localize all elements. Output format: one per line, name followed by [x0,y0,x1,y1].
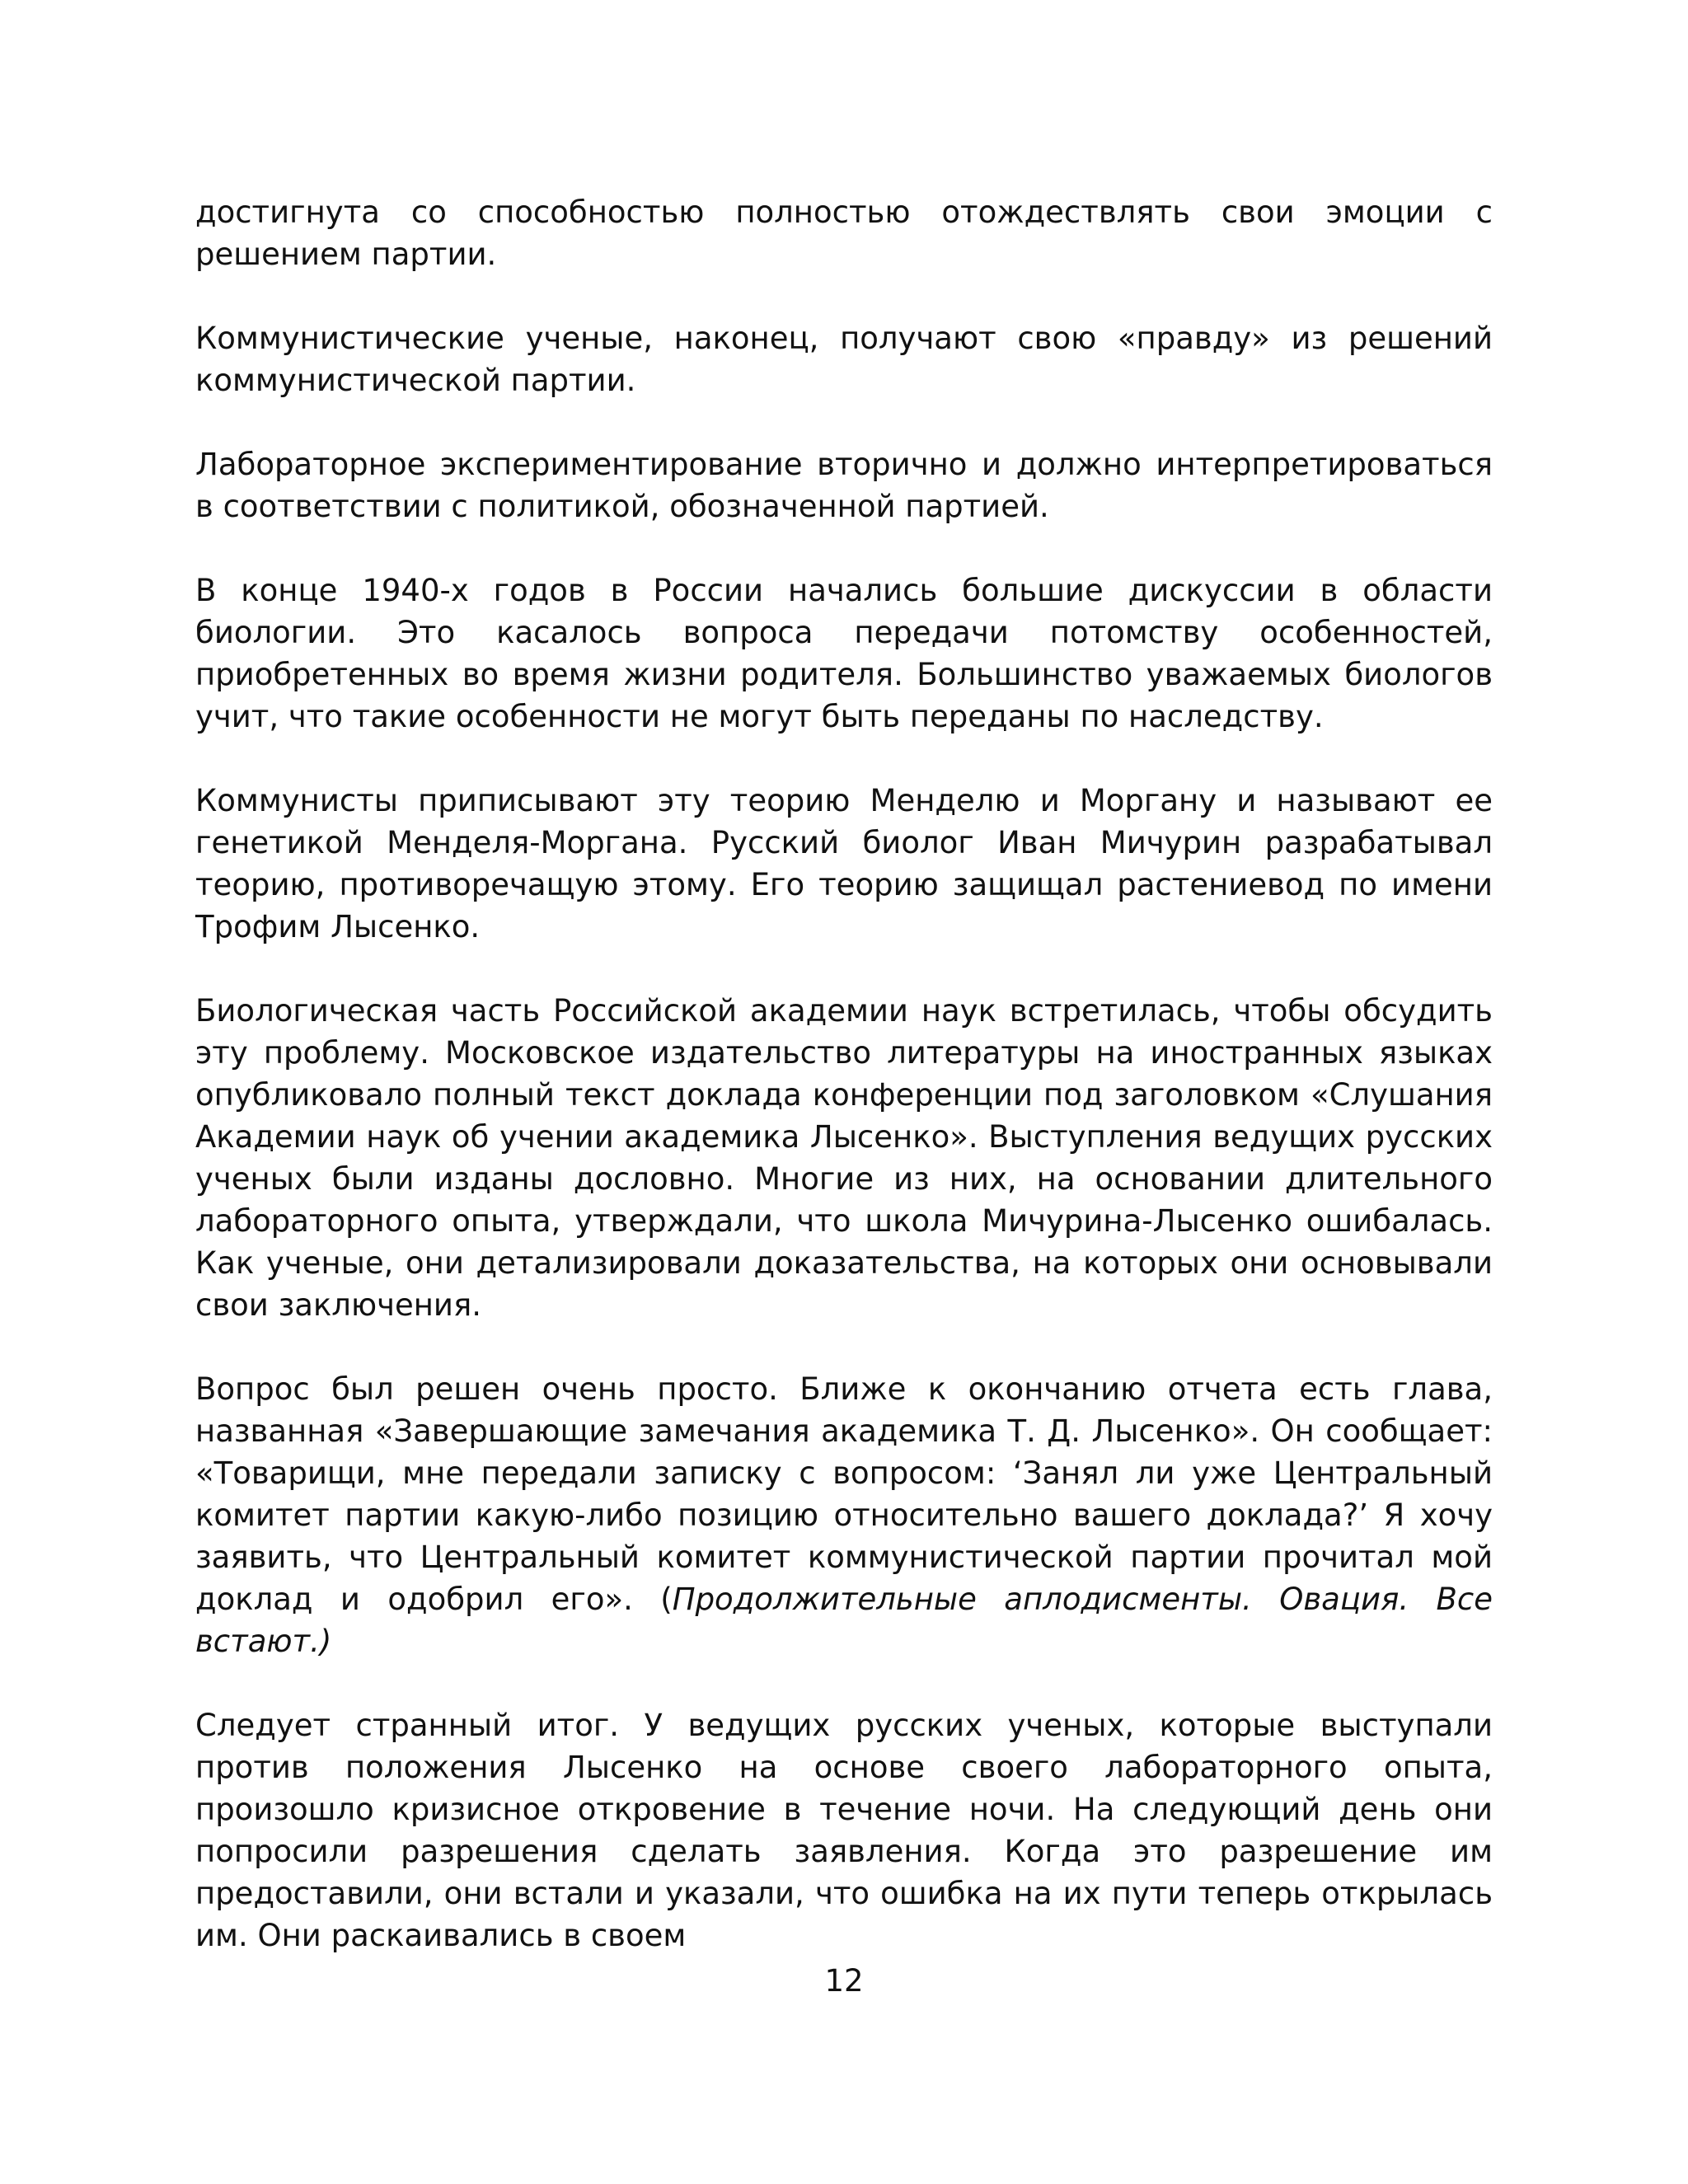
paragraph-7 [195,1368,1493,1662]
page-number: 12 [824,1963,864,1999]
paragraph-3: Лабораторное экспериментирование вторично и должно интерпретироваться в соответствии с политикой, обозначенной партией. [195,447,1493,524]
paragraph-2: Коммунистические ученые, наконец, получают свою «правду» из решений коммунистической партии. [195,321,1493,398]
paragraph-7-italic-remark: Продолжительные аплодисменты. Овация. Все встают.) [195,1582,1493,1659]
paragraph-7-text: Вопрос был решен очень просто. Ближе к окончанию отчета есть глава, названная «Завершающие замечания академика Т. Д. Лысенко». Он сообщает: «Товарищи, мне передали записку с вопросом: ‘Занял ли уже Центральный комитет партии какую-либо позицию относительно вашего доклада?’ Я хочу заявить, что Центральный комитет коммунистической партии прочитал мой доклад и одобрил его». ( [195,1371,1493,1617]
paragraph-8: Следует странный итог. У ведущих русских ученых, которые выступали против положения Лысенко на основе своего лабораторного опыта, произошло кризисное откровение в течение ночи. На следующий день они попросили разрешения сделать заявления. Когда это разрешение им предоставили, они встали и указали, что ошибка на их пути теперь открылась им. Они раскаивались в своем [195,1708,1493,1953]
paragraph-5: Коммунисты приписывают эту теорию Менделю и Моргану и называют ее генетикой Менделя-Моргана. Русский биолог Иван Мичурин разрабатывал теорию, противоречащую этому. Его теорию защищал растениевод по имени Трофим Лысенко. [195,783,1493,944]
paragraph-1: достигнута со способностью полностью отождествлять свои эмоции с решением партии. [195,194,1493,272]
paragraph-4: В конце 1940-х годов в России начались большие дискуссии в области биологии. Это касалось вопроса передачи потомству особенностей, приобретенных во время жизни родителя. Большинство уважаемых биологов учит, что такие особенности не могут быть переданы по наследству. [195,573,1493,734]
paragraph-6: Биологическая часть Российской академии наук встретилась, чтобы обсудить эту проблему. Московское издательство литературы на иностранных языках опубликовало полный текст доклада конференции под заголовком «Слушания Академии наук об учении академика Лысенко». Выступления ведущих русских ученых были изданы дословно. Многие из них, на основании длительного лабораторного опыта, утверждали, что школа Мичурина-Лысенко ошибалась. Как ученые, они детализировали доказательства, на которых они основывали свои заключения. [195,993,1493,1323]
body-text [195,191,1493,1957]
